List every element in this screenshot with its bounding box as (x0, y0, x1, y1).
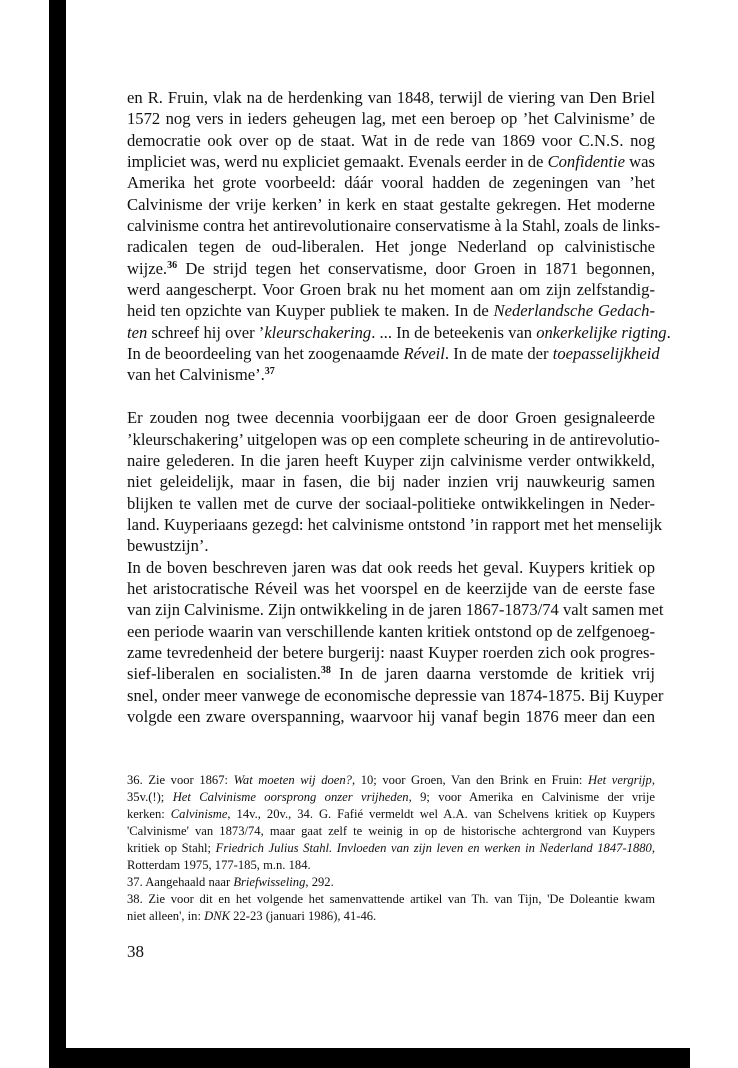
text-run: Rotterdam 1975, 177-185, m.n. 184. (127, 858, 311, 872)
text-run: In de beoordeeling van het zoogenaamde (127, 344, 404, 364)
footnote-reference: 36 (167, 259, 178, 271)
footnote-line (127, 806, 655, 823)
text-run: 38. Zie voor dit en het volgende het samenvattende artikel van Th. van Tijn, 'De Doleantie kwam (127, 892, 655, 906)
text-line (127, 258, 655, 279)
footnote-line (127, 891, 655, 908)
text-line (127, 194, 655, 215)
italic-text: DNK (204, 909, 231, 923)
text-run: Er zouden nog twee decennia voorbijgaan eer de door Groen gesignaleerde (127, 408, 655, 428)
text-run: calvinisme contra het antirevolutionaire conservatisme à la Stahl, zoals de links- (127, 216, 661, 236)
text-run: impliciet was, werd nu expliciet gemaakt. Evenals eerder in de (127, 152, 548, 172)
text-line (127, 130, 655, 151)
text-run: schreef hij over ’ (147, 322, 265, 342)
paragraph (127, 87, 671, 386)
text-run: niet alleen', in: (127, 909, 205, 923)
scan-border-bottom (49, 1048, 690, 1068)
text-run: was (625, 152, 655, 172)
text-run: een periode waarin van verschillende kanten kritiek ontstond op de zelfgenoeg- (127, 621, 655, 641)
text-run: , (651, 841, 655, 855)
text-line (127, 621, 655, 642)
text-run: De strijd tegen het conservatisme, door Groen in 1871 begonnen, (177, 258, 655, 278)
italic-text: Het Calvinisme oorsprong onzer vrijheden (172, 790, 409, 804)
text-run: Amerika het grote voorbeeld: dáár vooral hadden de zegeningen van ’het (127, 173, 655, 193)
text-run: 35v.(!); (127, 790, 173, 804)
body-text (127, 87, 671, 727)
text-run: 'Calvinisme' van 1873/74, maar gaat zelf te weinig in op de historische achtergrond van Kuypers (127, 824, 655, 838)
footnote-reference: 38 (320, 665, 331, 677)
text-run: bewustzijn’. (127, 536, 209, 556)
footnote-38 (127, 891, 655, 925)
text-run: democratie ook over op de staat. Wat in de rede van 1869 voor C.N.S. nog (127, 130, 655, 150)
text-run: land. Kuyperiaans gezegd: het calvinisme ontstond ’in rapport met het menselijk (127, 514, 663, 534)
text-run: . In de mate der (444, 344, 553, 364)
italic-text: Briefwisseling (233, 875, 306, 889)
text-run: en R. Fruin, vlak na de herdenking van 1848, terwijl de viering van Den Briel (127, 88, 655, 107)
text-line (127, 642, 655, 663)
text-line (127, 471, 655, 492)
text-line (127, 322, 671, 343)
italic-text: Het vergrijp (587, 773, 652, 787)
text-line (127, 343, 660, 364)
text-run: kerken: (127, 807, 171, 821)
text-line (127, 663, 655, 684)
text-line (127, 215, 661, 236)
footnote-reference: 37 (264, 366, 275, 378)
text-run: naire gelederen. In die jaren heeft Kuyper zijn calvinisme verder ontwikkeld, (127, 450, 655, 470)
text-line (127, 578, 655, 599)
footnote-line (127, 857, 655, 874)
italic-text: Friedrich Julius Stahl. Invloeden van zijn leven en werken in Nederland 1847-1880 (215, 841, 652, 855)
text-line (127, 599, 664, 620)
text-run: snel, onder meer vanwege de economische depressie van 1874-1875. Bij Kuyper (127, 685, 664, 705)
text-line (127, 236, 655, 257)
text-run: kritiek op Stahl; (127, 841, 216, 855)
footnote-line (127, 789, 655, 806)
italic-text: Calvinisme (170, 807, 228, 821)
italic-text: Confidentie (547, 152, 625, 172)
text-run: sief-liberalen en socialisten. (127, 664, 321, 684)
text-run: ’kleurschakering’ uitgelopen was op een complete scheuring in de antirevolutio- (127, 429, 660, 449)
text-line (127, 407, 655, 428)
text-line (127, 706, 655, 727)
paragraph (127, 407, 663, 556)
text-line (127, 279, 655, 300)
text-run: radicalen tegen de oud-liberalen. Het jonge Nederland op calvinistische (127, 237, 655, 257)
page-number: 38 (127, 942, 144, 961)
footnote-line (127, 823, 655, 840)
text-run: 37. Aangehaald naar (127, 875, 234, 889)
text-line (127, 493, 655, 514)
text-line (127, 151, 655, 172)
text-run: blijken te vallen met de curve der sociaal-politieke ontwikkelingen in Neder- (127, 493, 655, 513)
text-run: . ... In de beteekenis van (371, 322, 537, 342)
italic-text: Nederlandsche Gedach- (493, 301, 655, 321)
footnote-line (127, 772, 655, 789)
text-line (127, 172, 655, 193)
text-line (127, 514, 663, 535)
text-run: . (666, 322, 671, 342)
italic-text: kleurschakering (264, 322, 372, 342)
italic-text: ten (127, 322, 148, 342)
text-run: , 292. (305, 875, 334, 889)
text-run: , (651, 773, 656, 787)
text-line (127, 557, 655, 578)
text-run: 36. Zie voor 1867: (127, 773, 234, 787)
text-run: niet geleidelijk, maar in fasen, die bij nader inzien vrij nauwkeurig samen (127, 472, 655, 492)
text-run: volgde een zware overspanning, waarvoor hij vanaf begin 1876 meer dan een (127, 707, 655, 727)
text-run: , 14v., 20v., 34. G. Fafié vermeldt wel A.A. van Schelvens kritiek op Kuypers (227, 807, 655, 821)
text-run: wijze. (127, 258, 168, 278)
text-line (127, 535, 655, 556)
text-run: Calvinisme der vrije kerken’ in kerk en staat gestalte gekregen. Het moderne (127, 194, 655, 214)
text-run: 1572 nog vers in ieders geheugen lag, met een beroep op ’het Calvinisme’ de (127, 109, 655, 129)
text-line (127, 87, 655, 108)
text-line (127, 685, 664, 706)
text-line (127, 429, 660, 450)
footnote-line (127, 908, 655, 925)
text-run: , 9; voor Amerika en Calvinisme der vrije (408, 790, 655, 804)
paragraph-gap (127, 386, 655, 407)
footnote-36 (127, 772, 655, 874)
text-run: van het Calvinisme’. (127, 365, 265, 385)
footnotes (127, 772, 655, 925)
text-run: het aristocratische Réveil was het voorspel en de keerzijde van de eerste fase (127, 578, 655, 598)
text-run: van zijn Calvinisme. Zijn ontwikkeling in de jaren 1867-1873/74 valt samen met (127, 600, 664, 620)
text-run: , 10; voor Groen, Van den Brink en Fruin: (351, 773, 588, 787)
text-line (127, 300, 655, 321)
footnote-line (127, 874, 655, 891)
italic-text: onkerkelijke rigting (536, 322, 667, 342)
text-run: zame tevredenheid der betere burgerij: naast Kuyper roerden zich ook progres- (127, 642, 655, 662)
text-run: In de boven beschreven jaren was dat ook reeds het geval. Kuypers kritiek op (127, 557, 655, 577)
footnote-line (127, 840, 655, 857)
text-run: heid ten opzichte van Kuyper publiek te maken. In de (127, 301, 494, 321)
text-run: werd aangescherpt. Voor Groen brak nu het moment aan om zijn zelfstandig- (127, 280, 655, 300)
paragraph (127, 557, 664, 728)
italic-text: Wat moeten wij doen? (233, 773, 352, 787)
footnote-37 (127, 874, 655, 891)
text-run: In de jaren daarna verstomde de kritiek vrij (330, 664, 655, 684)
text-line (127, 450, 655, 471)
text-run: 22-23 (januari 1986), 41-46. (230, 909, 377, 923)
text-line (127, 108, 655, 129)
scan-border-left (49, 0, 66, 1068)
italic-text: toepasselijkheid (552, 344, 660, 364)
italic-text: Réveil (403, 344, 445, 364)
text-line (127, 364, 655, 385)
